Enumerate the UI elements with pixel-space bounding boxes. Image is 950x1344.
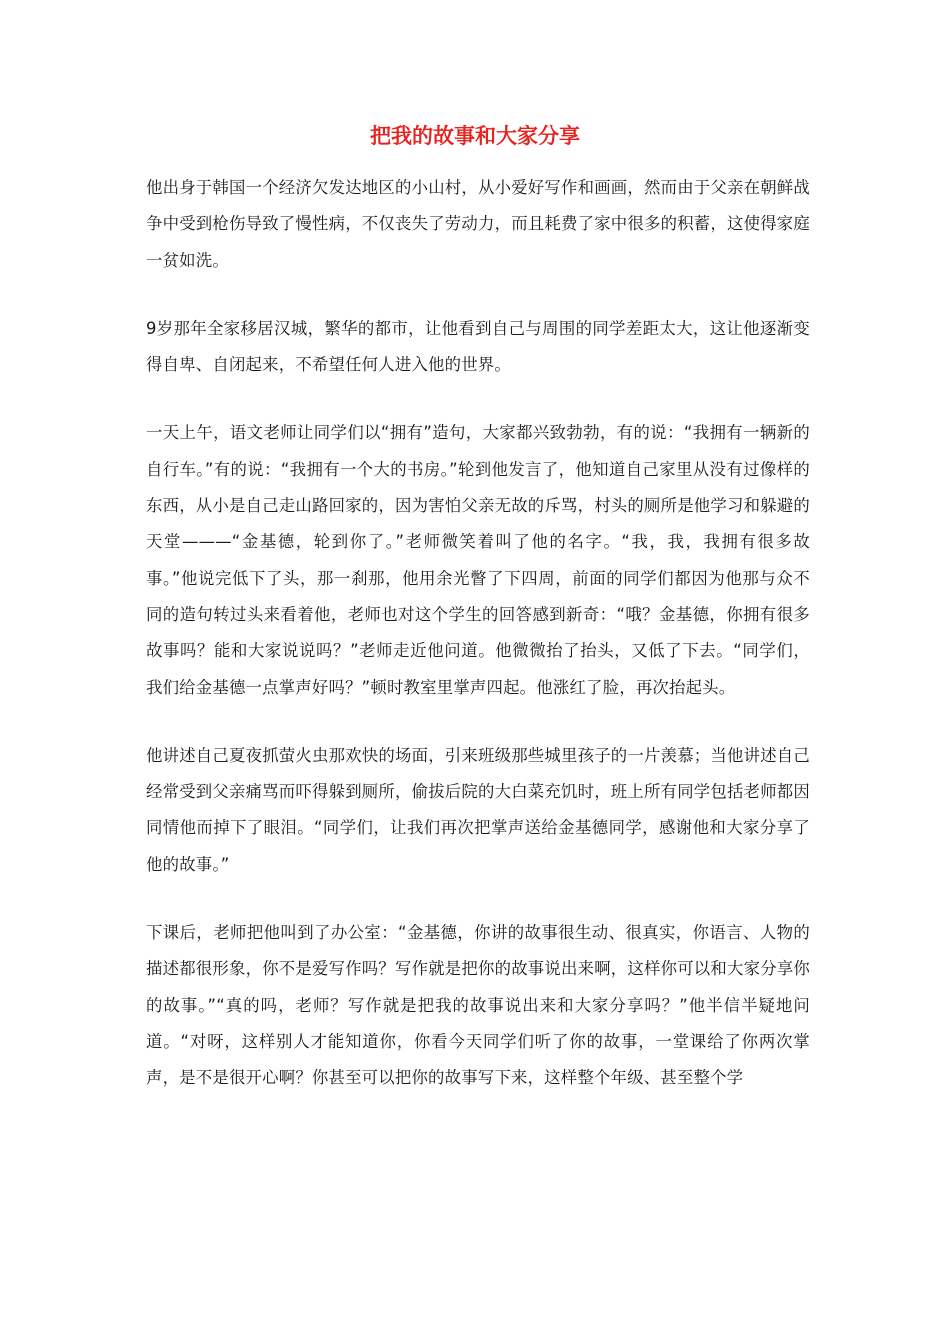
paragraph-2: 9岁那年全家移居汉城，繁华的都市，让他看到自己与周围的同学差距太大，这让他逐渐变得自卑、自闭起来，不希望任何人进入他的世界。 <box>146 318 810 375</box>
paragraph-5: 下课后，老师把他叫到了办公室：“金基德，你讲的故事很生动、很真实，你语言、人物的描述都很形象，你不是爱写作吗？写作就是把你的故事说出来啊，这样你可以和大家分享你的故事。”“真的吗，老师？写作就是把我的故事说出来和大家分享吗？”他半信半疑地问道。“对呀，这样别人才能知道你，你看今天同学们听了你的故事，一堂课给了你两次掌声，是不是很开心啊？你甚至可以把你的故事写下来，这样整个年级、甚至整个学 <box>146 923 810 1088</box>
paragraph-1: 他出身于韩国一个经济欠发达地区的小山村，从小爱好写作和画画，然而由于父亲在朝鲜战争中受到枪伤导致了慢性病，不仅丧失了劳动力，而且耗费了家中很多的积蓄，这使得家庭一贫如洗。 <box>146 178 810 270</box>
document-body <box>146 170 810 1129</box>
paragraph-3: 一天上午，语文老师让同学们以“拥有”造句，大家都兴致勃勃，有的说：“我拥有一辆新的自行车。”有的说：“我拥有一个大的书房。”轮到他发言了，他知道自己家里从没有过像样的东西，从小是自己走山路回家的，因为害怕父亲无故的斥骂，村头的厕所是他学习和躲避的天堂———“金基德，轮到你了。”老师微笑着叫了他的名字。“我，我，我拥有很多故事。”他说完低下了头，那一刹那，他用余光瞥了下四周，前面的同学们都因为他那与众不同的造句转过头来看着他，老师也对这个学生的回答感到新奇：“哦？金基德，你拥有很多故事吗？能和大家说说吗？”老师走近他问道。他微微抬了抬头，又低了下去。“同学们，我们给金基德一点掌声好吗？”顿时教室里掌声四起。他涨红了脸，再次抬起头。 <box>146 423 811 697</box>
document-title: 把我的故事和大家分享 <box>370 123 580 148</box>
paragraph-4: 他讲述自己夏夜抓萤火虫那欢快的场面，引来班级那些城里孩子的一片羡慕；当他讲述自己经常受到父亲痛骂而吓得躲到厕所，偷拔后院的大白菜充饥时，班上所有同学包括老师都因同情他而掉下了眼泪。“同学们，让我们再次把掌声送给金基德同学，感谢他和大家分享了他的故事。” <box>146 745 810 874</box>
